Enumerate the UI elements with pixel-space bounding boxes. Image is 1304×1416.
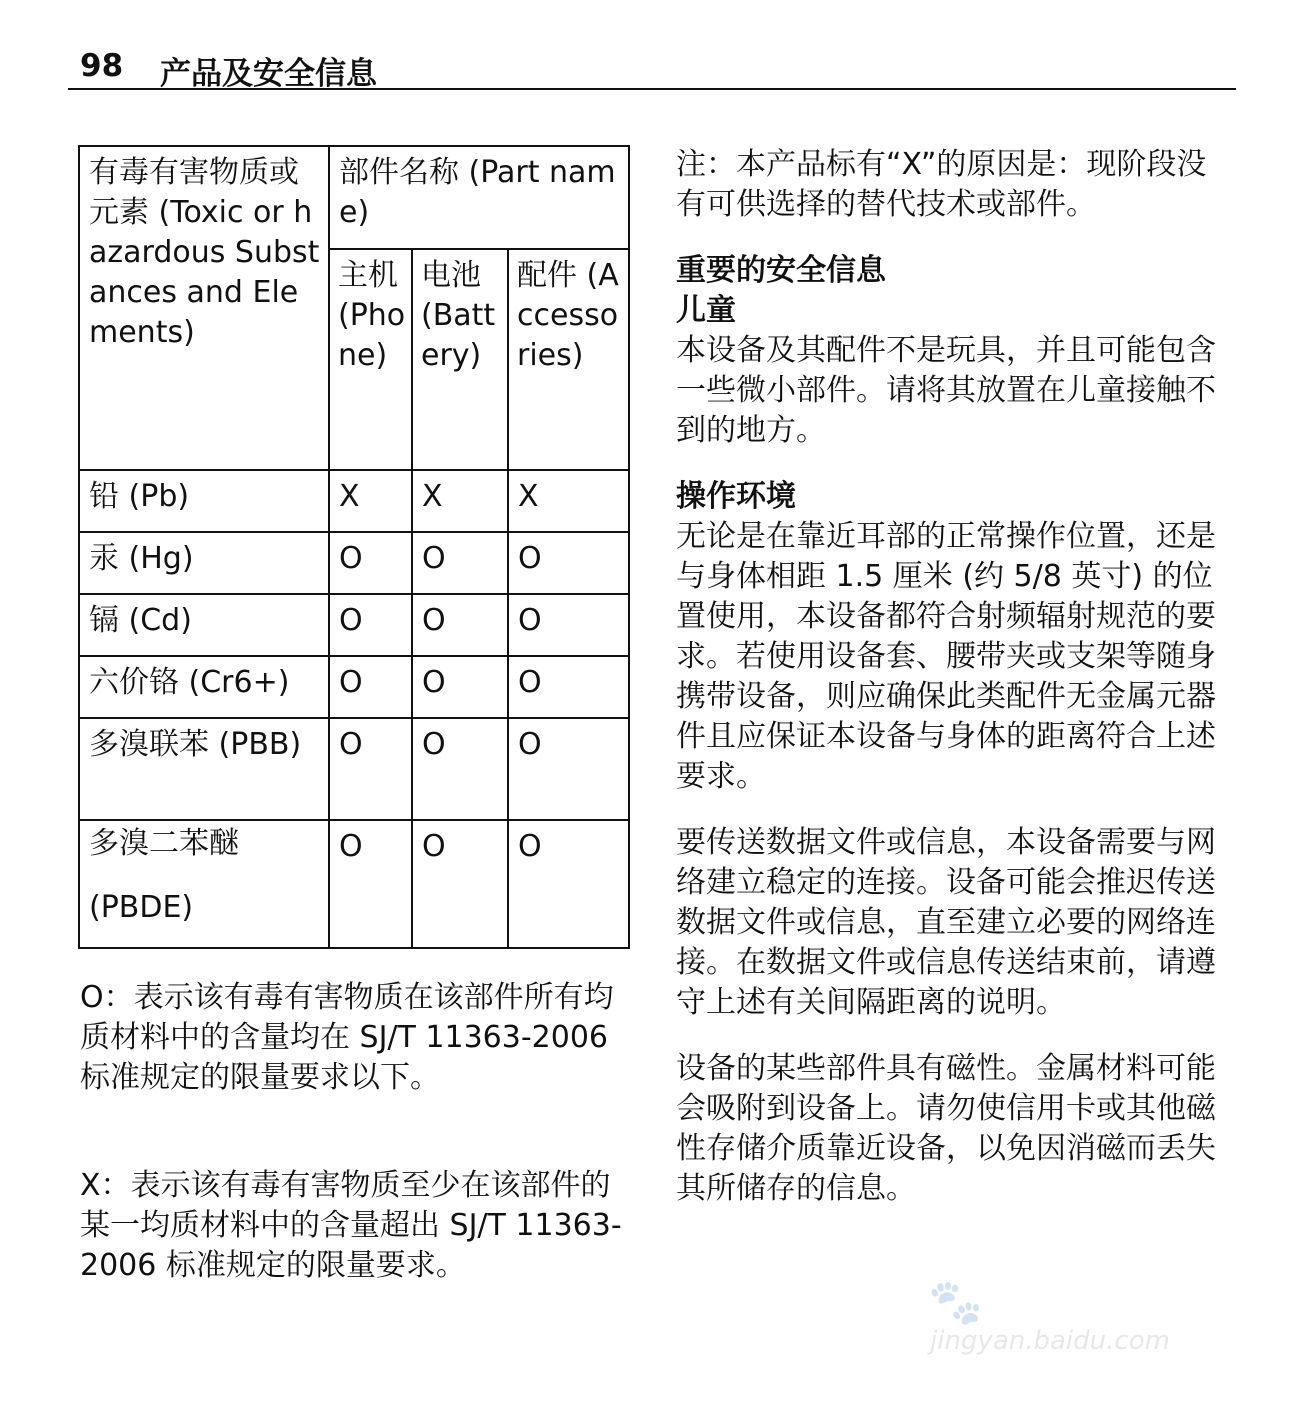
accessories-value: O — [508, 820, 629, 948]
substance-name: 多溴二苯醚 — [89, 826, 239, 861]
battery-value: O — [412, 594, 508, 656]
section-title: 产品及安全信息 — [160, 56, 377, 92]
substance-code: (PBDE) — [89, 890, 194, 925]
battery-value: X — [412, 470, 508, 532]
substance-name: 镉 (Cd) — [79, 594, 329, 656]
accessories-value: O — [508, 656, 629, 718]
phone-value: O — [329, 820, 412, 948]
o-legend-note: O：表示该有毒有害物质在该部件所有均质材料中的含量均在 SJ/T 11363-2006 标准规定的限量要求以下。 — [80, 980, 614, 1095]
table-header-part-name: 部件名称 (Part name) — [329, 146, 629, 249]
battery-value: O — [412, 532, 508, 594]
phone-value: O — [329, 532, 412, 594]
page-number: 98 — [80, 48, 124, 84]
substance-name-cell — [79, 820, 329, 948]
accessories-value: X — [508, 470, 629, 532]
hazardous-substances-table — [78, 145, 630, 949]
page-header — [68, 44, 1236, 90]
phone-value: O — [329, 594, 412, 656]
accessories-value: O — [508, 718, 629, 820]
environment-heading: 操作环境 — [676, 479, 796, 514]
substance-name: 铅 (Pb) — [79, 470, 329, 532]
column-header-battery: 电池 (Battery) — [412, 249, 508, 470]
accessories-value: O — [508, 532, 629, 594]
children-heading: 儿童 — [676, 293, 736, 328]
table-row — [79, 820, 629, 948]
battery-value: O — [412, 820, 508, 948]
battery-value: O — [412, 718, 508, 820]
watermark-url: jingyan.baidu.com — [930, 1326, 1170, 1356]
substance-name: 汞 (Hg) — [79, 532, 329, 594]
x-reason-note: 注：本产品标有“X”的原因是：现阶段没有可供选择的替代技术或部件。 — [676, 147, 1207, 222]
battery-value: O — [412, 656, 508, 718]
paw-icon: 🐾 — [928, 1277, 983, 1328]
table-row — [79, 470, 629, 532]
table-row — [79, 718, 629, 820]
accessories-value: O — [508, 594, 629, 656]
x-legend-note: X：表示该有毒有害物质至少在该部件的某一均质材料中的含量超出 SJ/T 11363-2006 标准规定的限量要求。 — [80, 1168, 622, 1283]
data-transfer-paragraph: 要传送数据文件或信息，本设备需要与网络建立稳定的连接。设备可能会推迟传送数据文件或信息，直至建立必要的网络连接。在数据文件或信息传送结束前，请遵守上述有关间隔距离的说明。 — [676, 825, 1216, 1020]
magnet-paragraph: 设备的某些部件具有磁性。金属材料可能会吸附到设备上。请勿使信用卡或其他磁性存储介质靠近设备，以免因消磁而丢失其所储存的信息。 — [676, 1051, 1216, 1206]
column-header-accessories: 配件 (Accessories) — [508, 249, 629, 470]
column-header-phone: 主机 (Phone) — [329, 249, 412, 470]
phone-value: O — [329, 656, 412, 718]
table-row — [79, 594, 629, 656]
phone-value: O — [329, 718, 412, 820]
table-header-substance: 有毒有害物质或元素 (Toxic or hazardous Substances and Elements) — [79, 146, 329, 470]
watermark — [920, 1268, 1240, 1368]
right-column — [676, 145, 1226, 1209]
children-paragraph: 本设备及其配件不是玩具，并且可能包含一些微小部件。请将其放置在儿童接触不到的地方。 — [676, 333, 1216, 448]
substance-name: 多溴联苯 (PBB) — [79, 718, 329, 820]
environment-paragraph: 无论是在靠近耳部的正常操作位置，还是与身体相距 1.5 厘米 (约 5/8 英寸) 的位置使用，本设备都符合射频辐射规范的要求。若使用设备套、腰带夹或支架等随身携带设备，则应确保此类配件无金属元器件且应保证本设备与身体的距离符合上述要求。 — [676, 519, 1216, 794]
table-row — [79, 532, 629, 594]
safety-heading: 重要的安全信息 — [676, 253, 886, 288]
table-row — [79, 656, 629, 718]
substance-name: 六价铬 (Cr6+) — [79, 656, 329, 718]
phone-value: X — [329, 470, 412, 532]
